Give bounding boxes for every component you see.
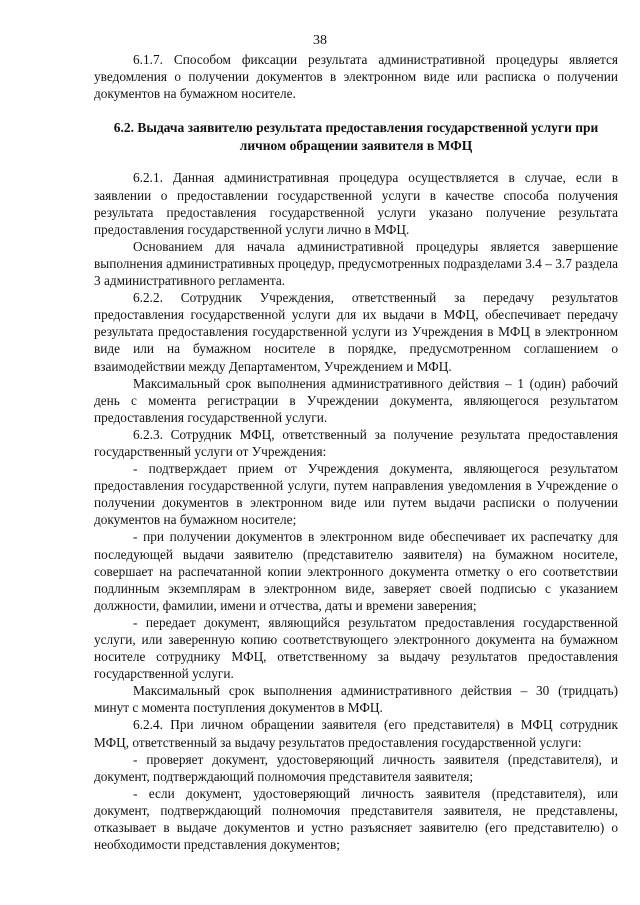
paragraph-basis: Основанием для начала административной процедуры является завершение выполнения административных процедур, предусмотренных подразделами 3.4 – 3.7 раздела 3 административного регламента. [94,238,618,289]
paragraph-6-2-3: 6.2.3. Сотрудник МФЦ, ответственный за получение результата предоставления государственный услуги от Учреждения: [94,426,618,459]
paragraph-6-2-1: 6.2.1. Данная административная процедура осуществляется в случае, если в заявлении о предоставлении государственной услуги в качестве способа получения результата предоставления государственной услуги указано получение результата предоставления государственной услуги лично в МФЦ. [94,170,618,237]
page-number: 38 [313,33,327,48]
document-body [94,51,618,853]
paragraph-6-2-2: 6.2.2. Сотрудник Учреждения, ответственный за передачу результатов предоставления государственной услуги для их выдачи в МФЦ, обеспечивает передачу результата предоставления государственной услуги из Учреждения в МФЦ в электронном виде или на бумажном носителе в порядке, предусмотренном соглашением о взаимодействии между Департаментом, Учреждением и МФЦ. [94,290,618,374]
list-item-refuse-issue: - если документ, удостоверяющий личность заявителя (представителя), или документ, подтверждающий полномочия представителя заявителя, не представлены, отказывает в выдаче документов и устно разъясняет заявителю (его представителю) о необходимости представления документов; [94,785,618,853]
list-item-transfer-document: - передает документ, являющийся результатом предоставления государственной услуги, или заверенную копию соответствующего электронного документа на бумажном носителе сотруднику МФЦ, ответственному за выдачу результатов предоставления государственной услуги. [94,614,618,682]
paragraph-max-term-1: Максимальный срок выполнения административного действия – 1 (один) рабочий день с момента регистрации в Учреждении документа, являющегося результатом предоставления государственной услуги. [94,375,618,425]
paragraph-6-2-4: 6.2.4. При личном обращении заявителя (его представителя) в МФЦ сотрудник МФЦ, ответственный за выдачу результатов предоставления государственной услуги: [94,717,618,750]
list-item-check-identity: - проверяет документ, удостоверяющий личность заявителя (представителя), и документ, подтверждающий полномочия представителя заявителя; [94,751,618,784]
paragraph-max-term-2: Максимальный срок выполнения административного действия – 30 (тридцать) минут с момента поступления документов в МФЦ. [94,683,618,716]
section-heading-6-2: 6.2. Выдача заявителю результата предоставления государственной услуги при личном обращении заявителя в МФЦ [113,120,599,153]
paragraph-6-1-7: 6.1.7. Способом фиксации результата административной процедуры является уведомления о получении документов в электронном виде или расписка о получении документов на бумажном носителе. [94,52,618,102]
list-item-confirm-receipt: - подтверждает прием от Учреждения документа, являющегося результатом предоставления государственной услуги, путем направления уведомления в Учреждение о получении документов в электронном виде или путем выдачи расписки о получении документов на бумажном носителе; [94,461,618,528]
list-item-print-documents: - при получении документов в электронном виде обеспечивает их распечатку для последующей выдачи заявителю (представителю заявителя) на бумажном носителе, совершает на распечатанной копии электронного документа отметку о его соответствии подлинным экземплярам в электронном виде, заверяет своей подписью с указанием должности, фамилии, имени и отчества, даты и времени заверения; [94,529,618,613]
